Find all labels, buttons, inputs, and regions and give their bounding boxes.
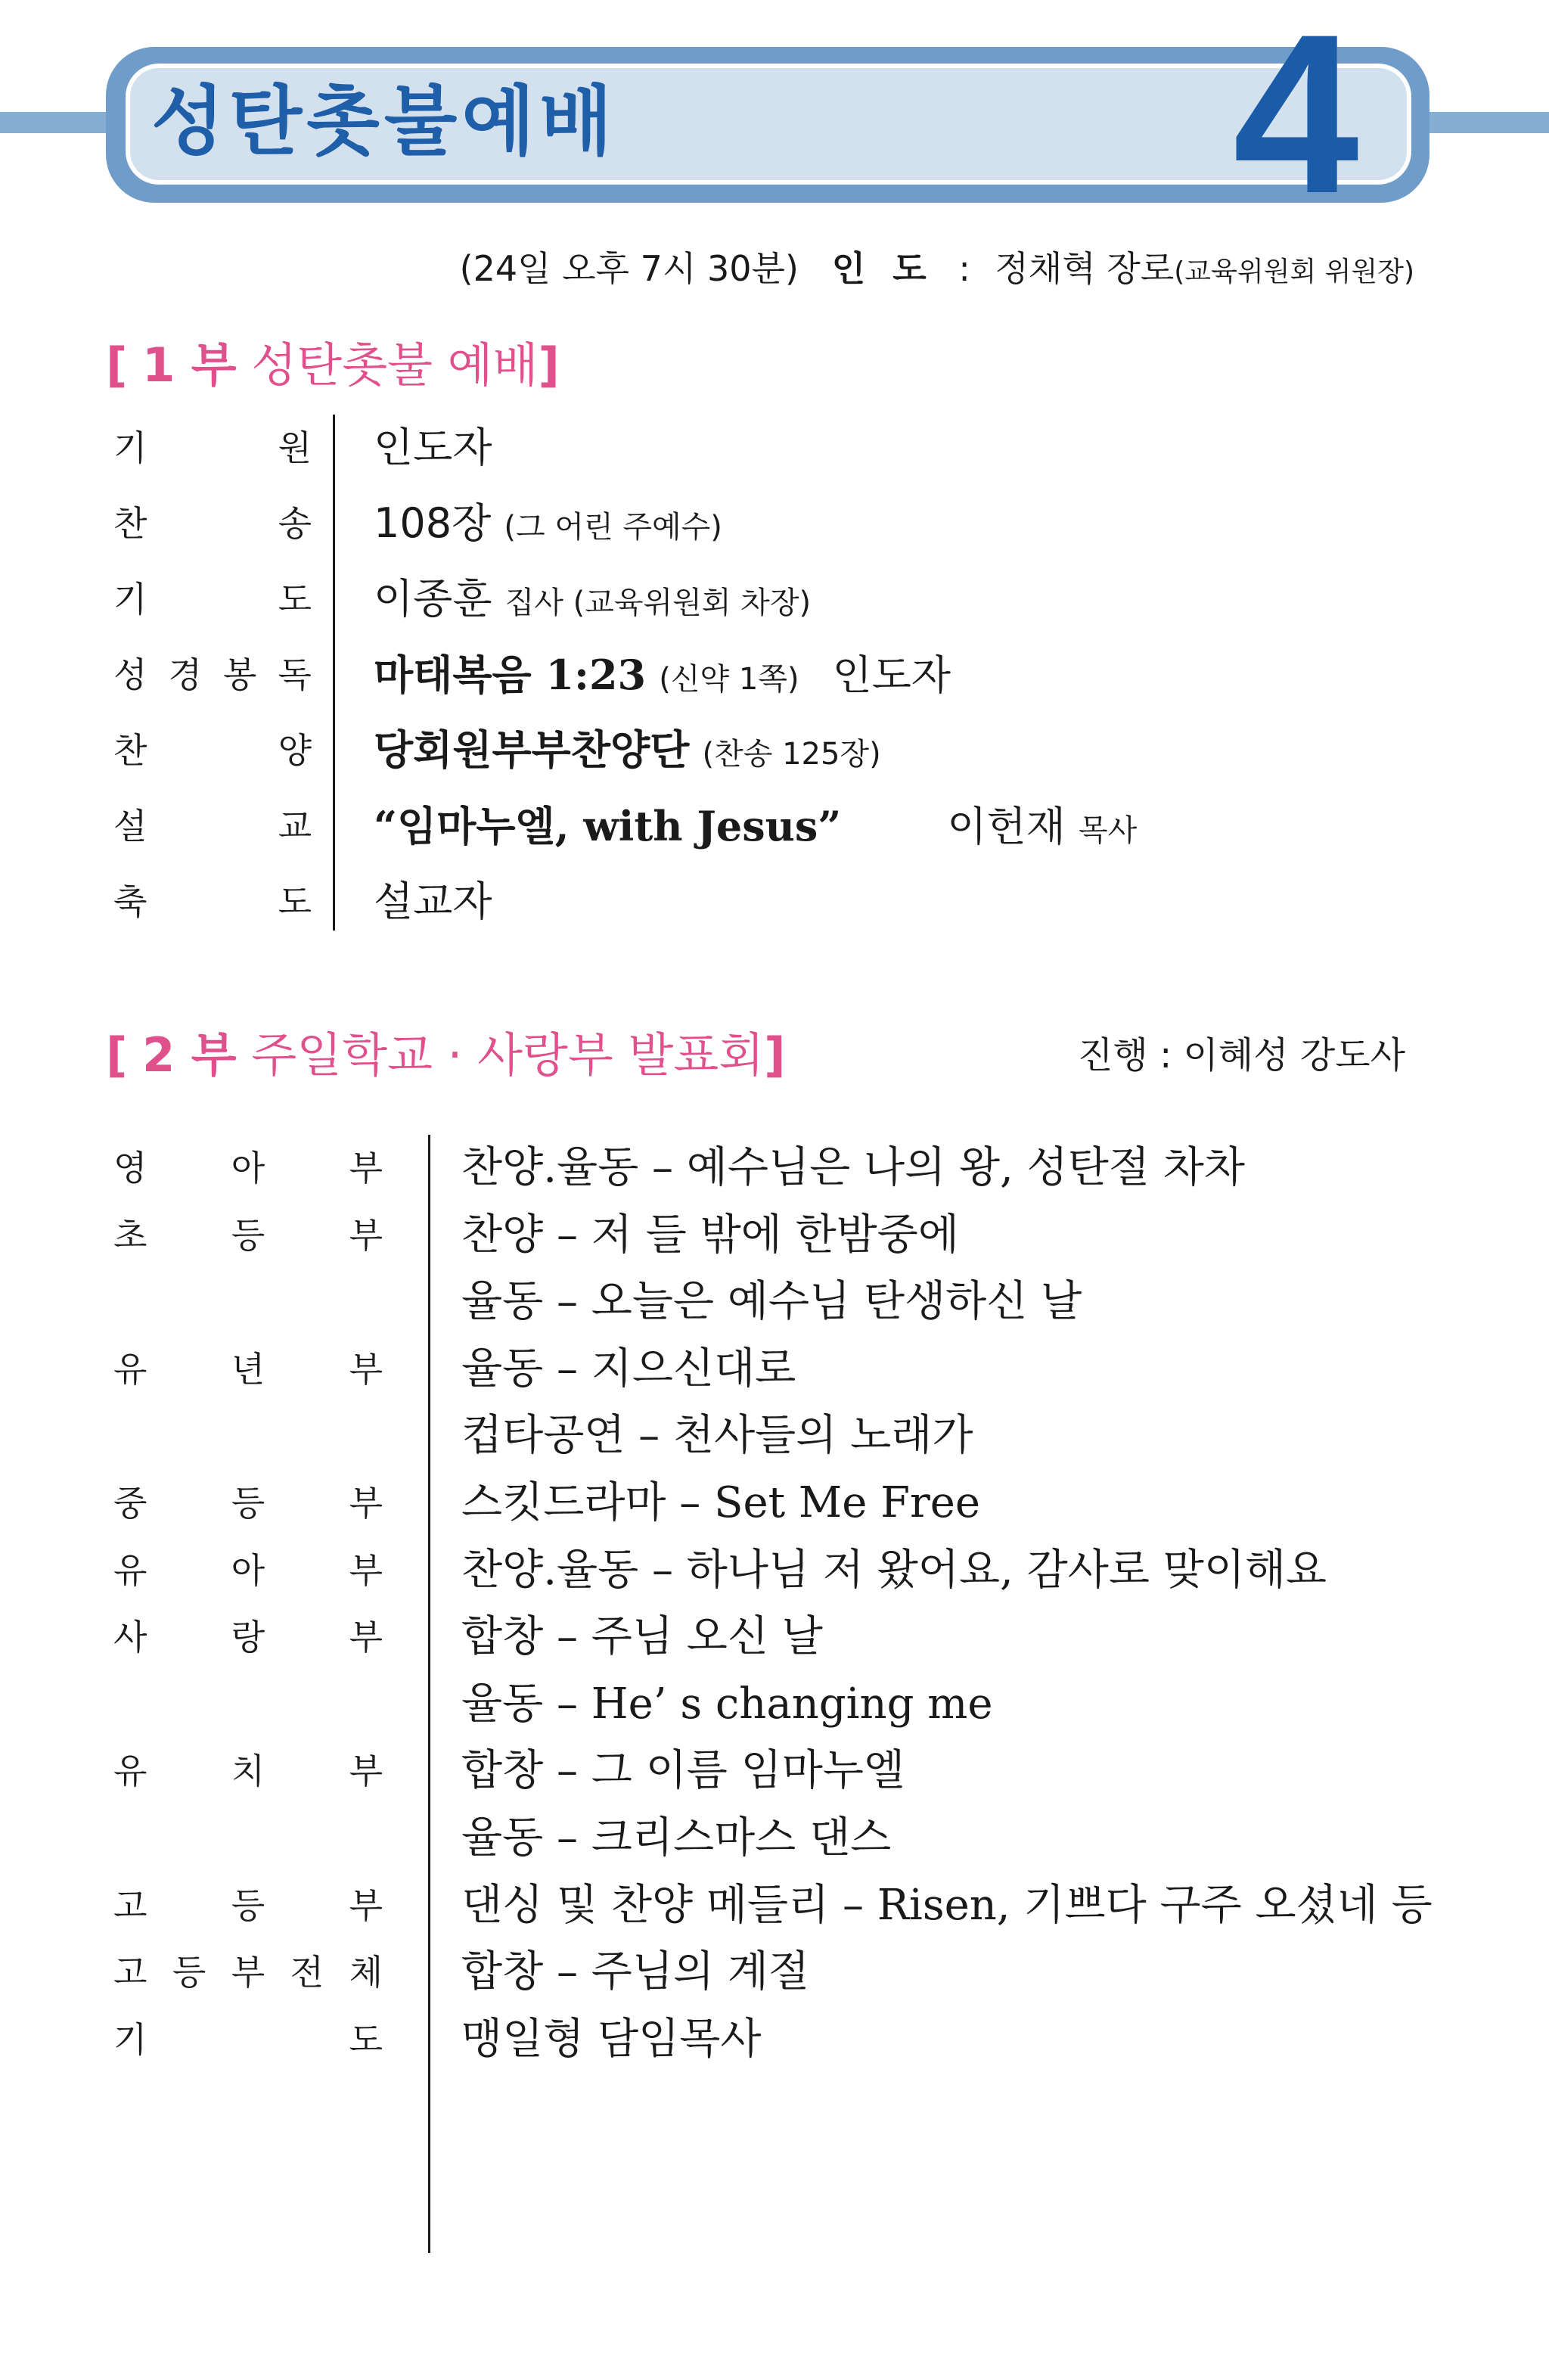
label-char: 봉 (223, 654, 257, 695)
row-extra-note: 목사 (1079, 813, 1138, 848)
row-main: 108장 (374, 499, 492, 547)
label-char: 유 (113, 1751, 147, 1791)
label-char: 기 (113, 2019, 147, 2060)
part1-number: 1 부 (142, 337, 237, 393)
label-char: 도 (278, 579, 312, 620)
part1-row-value (374, 788, 1137, 868)
part1-row-label (113, 713, 312, 788)
label-char: 설 (113, 806, 147, 847)
section-number: 4 (1233, 0, 1359, 241)
part1-row-label (113, 561, 312, 637)
row-extra: 인도자 (832, 651, 951, 699)
label-char: 부 (349, 1550, 383, 1591)
part1-row-label (113, 486, 312, 561)
leader-name: 정채혁 장로 (995, 248, 1175, 289)
part2-row-value: 율동 – 크리스마스 댄스 (461, 1813, 892, 1863)
part1-title (106, 331, 560, 399)
label-char: 아 (231, 1148, 265, 1188)
part2-number: 2 부 (142, 1027, 237, 1083)
label-char: 치 (231, 1751, 265, 1791)
part2-row-label (113, 1470, 383, 1536)
part2-row-label (113, 1872, 383, 1939)
part2-row-label (113, 1537, 383, 1604)
row-main: 설교자 (374, 878, 492, 925)
part2-row-value: 찬양.율동 – 예수님은 나의 왕, 성탄절 차차 (461, 1143, 1245, 1192)
part2-row-value: 율동 – 오늘은 예수님 탄생하신 날 (461, 1277, 1082, 1326)
label-char: 영 (113, 1148, 147, 1188)
label-char: 성 (113, 654, 147, 695)
part1-divider (333, 415, 335, 931)
row-note: (신약 1쪽) (659, 662, 799, 697)
part2-row-label (113, 1738, 383, 1804)
label-char: 사 (113, 1617, 147, 1658)
part2-row-label (113, 1135, 383, 1201)
part1-row-value (374, 713, 881, 792)
label-char: 부 (349, 1885, 383, 1926)
label-char: 등 (172, 1952, 206, 1993)
label-char: 등 (231, 1885, 265, 1926)
label-char: 등 (231, 1215, 265, 1256)
label-char: 부 (349, 1617, 383, 1658)
label-char: 유 (113, 1550, 147, 1591)
leader-role: 인 도 (831, 248, 934, 289)
part2-row-value: 율동 – 지으신대로 (461, 1344, 796, 1394)
part2-bracket-close: ] (764, 1027, 786, 1083)
part1-bracket-open: [ (106, 337, 128, 393)
label-char: 경 (168, 654, 202, 695)
part1-row-label (113, 637, 312, 713)
label-char: 부 (349, 1349, 383, 1390)
part1-row-label (113, 410, 312, 486)
label-char: 양 (278, 730, 312, 771)
part1-row-value (374, 410, 492, 486)
label-char: 부 (349, 1148, 383, 1188)
part2-row-value: 합창 – 주님 오신 날 (461, 1612, 823, 1661)
part1-row-label (113, 864, 312, 940)
part1-row-value (374, 637, 951, 717)
label-char: 부 (231, 1952, 265, 1993)
part1-row-label (113, 788, 312, 864)
part2-bracket-open: [ (106, 1027, 128, 1083)
label-char: 도 (349, 2019, 383, 2060)
row-extra: 이헌재 (947, 803, 1066, 850)
part2-row-label (113, 2006, 383, 2073)
row-main: 이종훈 (374, 575, 492, 623)
part2-row-label (113, 1939, 383, 2006)
part1-row-value (374, 486, 722, 565)
label-char: 고 (113, 1952, 147, 1993)
label-char: 기 (113, 579, 147, 620)
label-char: 송 (278, 503, 312, 544)
part2-title (106, 1021, 786, 1089)
part2-row-value: 컵타공연 – 천사들의 노래가 (461, 1411, 973, 1460)
row-main: “임마누엘, with Jesus” (374, 802, 842, 850)
label-char: 부 (349, 1215, 383, 1256)
part2-row-value: 댄싱 및 찬양 메들리 – Risen, 기쁘다 구주 오셨네 등 (461, 1881, 1433, 1930)
part2-row-value: 스킷드라마 – Set Me Free (461, 1478, 981, 1527)
part2-row-value: 맹일형 담임목사 (461, 2015, 762, 2064)
label-char: 교 (278, 806, 312, 847)
label-char: 축 (113, 881, 147, 922)
part2-host: 진행 : 이혜성 강도사 (1078, 1034, 1405, 1077)
row-note: (찬송 125장) (702, 737, 881, 772)
label-char: 중 (113, 1483, 147, 1524)
part2-divider (428, 1135, 430, 2253)
label-char: 고 (113, 1885, 147, 1926)
label-char: 아 (231, 1550, 265, 1591)
label-char: 등 (231, 1483, 265, 1524)
leader-colon: : (958, 248, 970, 289)
part1-row-value (374, 864, 492, 940)
label-char: 기 (113, 427, 147, 468)
service-time: (24일 오후 7시 30분) (459, 248, 799, 289)
row-main: 마태복음 1:23 (374, 651, 647, 699)
part2-row-label (113, 1336, 383, 1403)
leader-note: (교육위원회 위원장) (1174, 256, 1414, 287)
row-main: 당회원부부찬양단 (374, 726, 690, 774)
label-char: 독 (278, 654, 312, 695)
part2-row-value: 율동 – He’ s changing me (461, 1679, 993, 1729)
part2-name: 주일학교 · 사랑부 발표회 (251, 1027, 765, 1083)
row-note: (그 어린 주예수) (504, 510, 722, 545)
label-char: 전 (290, 1952, 324, 1993)
label-char: 체 (349, 1952, 383, 1993)
label-char: 부 (349, 1483, 383, 1524)
banner-left-bar (0, 112, 121, 133)
part2-row-value: 찬양.율동 – 하나님 저 왔어요, 감사로 맞이해요 (461, 1546, 1327, 1595)
row-main: 인도자 (374, 424, 492, 471)
leader-line (460, 242, 1414, 299)
part2-row-label (113, 1202, 383, 1269)
label-char: 찬 (113, 503, 147, 544)
label-char: 년 (231, 1349, 265, 1390)
part2-row-value: 찬양 – 저 들 밖에 한밤중에 (461, 1210, 959, 1260)
label-char: 랑 (231, 1617, 265, 1658)
label-char: 부 (349, 1751, 383, 1791)
label-char: 도 (278, 881, 312, 922)
row-note: 집사 (교육위원회 차장) (504, 586, 812, 620)
part2-row-label (113, 1604, 383, 1670)
page-title: 성탄촛불예배 (151, 77, 617, 166)
part2-row-value: 합창 – 주님의 계절 (461, 1947, 810, 1996)
part1-row-value (374, 561, 811, 641)
label-char: 유 (113, 1349, 147, 1390)
label-char: 찬 (113, 730, 147, 771)
part1-name: 성탄촛불 예배 (251, 337, 539, 393)
part1-bracket-close: ] (538, 337, 560, 393)
label-char: 초 (113, 1215, 147, 1256)
part2-row-value: 합창 – 그 이름 임마누엘 (461, 1746, 905, 1795)
label-char: 원 (278, 427, 312, 468)
